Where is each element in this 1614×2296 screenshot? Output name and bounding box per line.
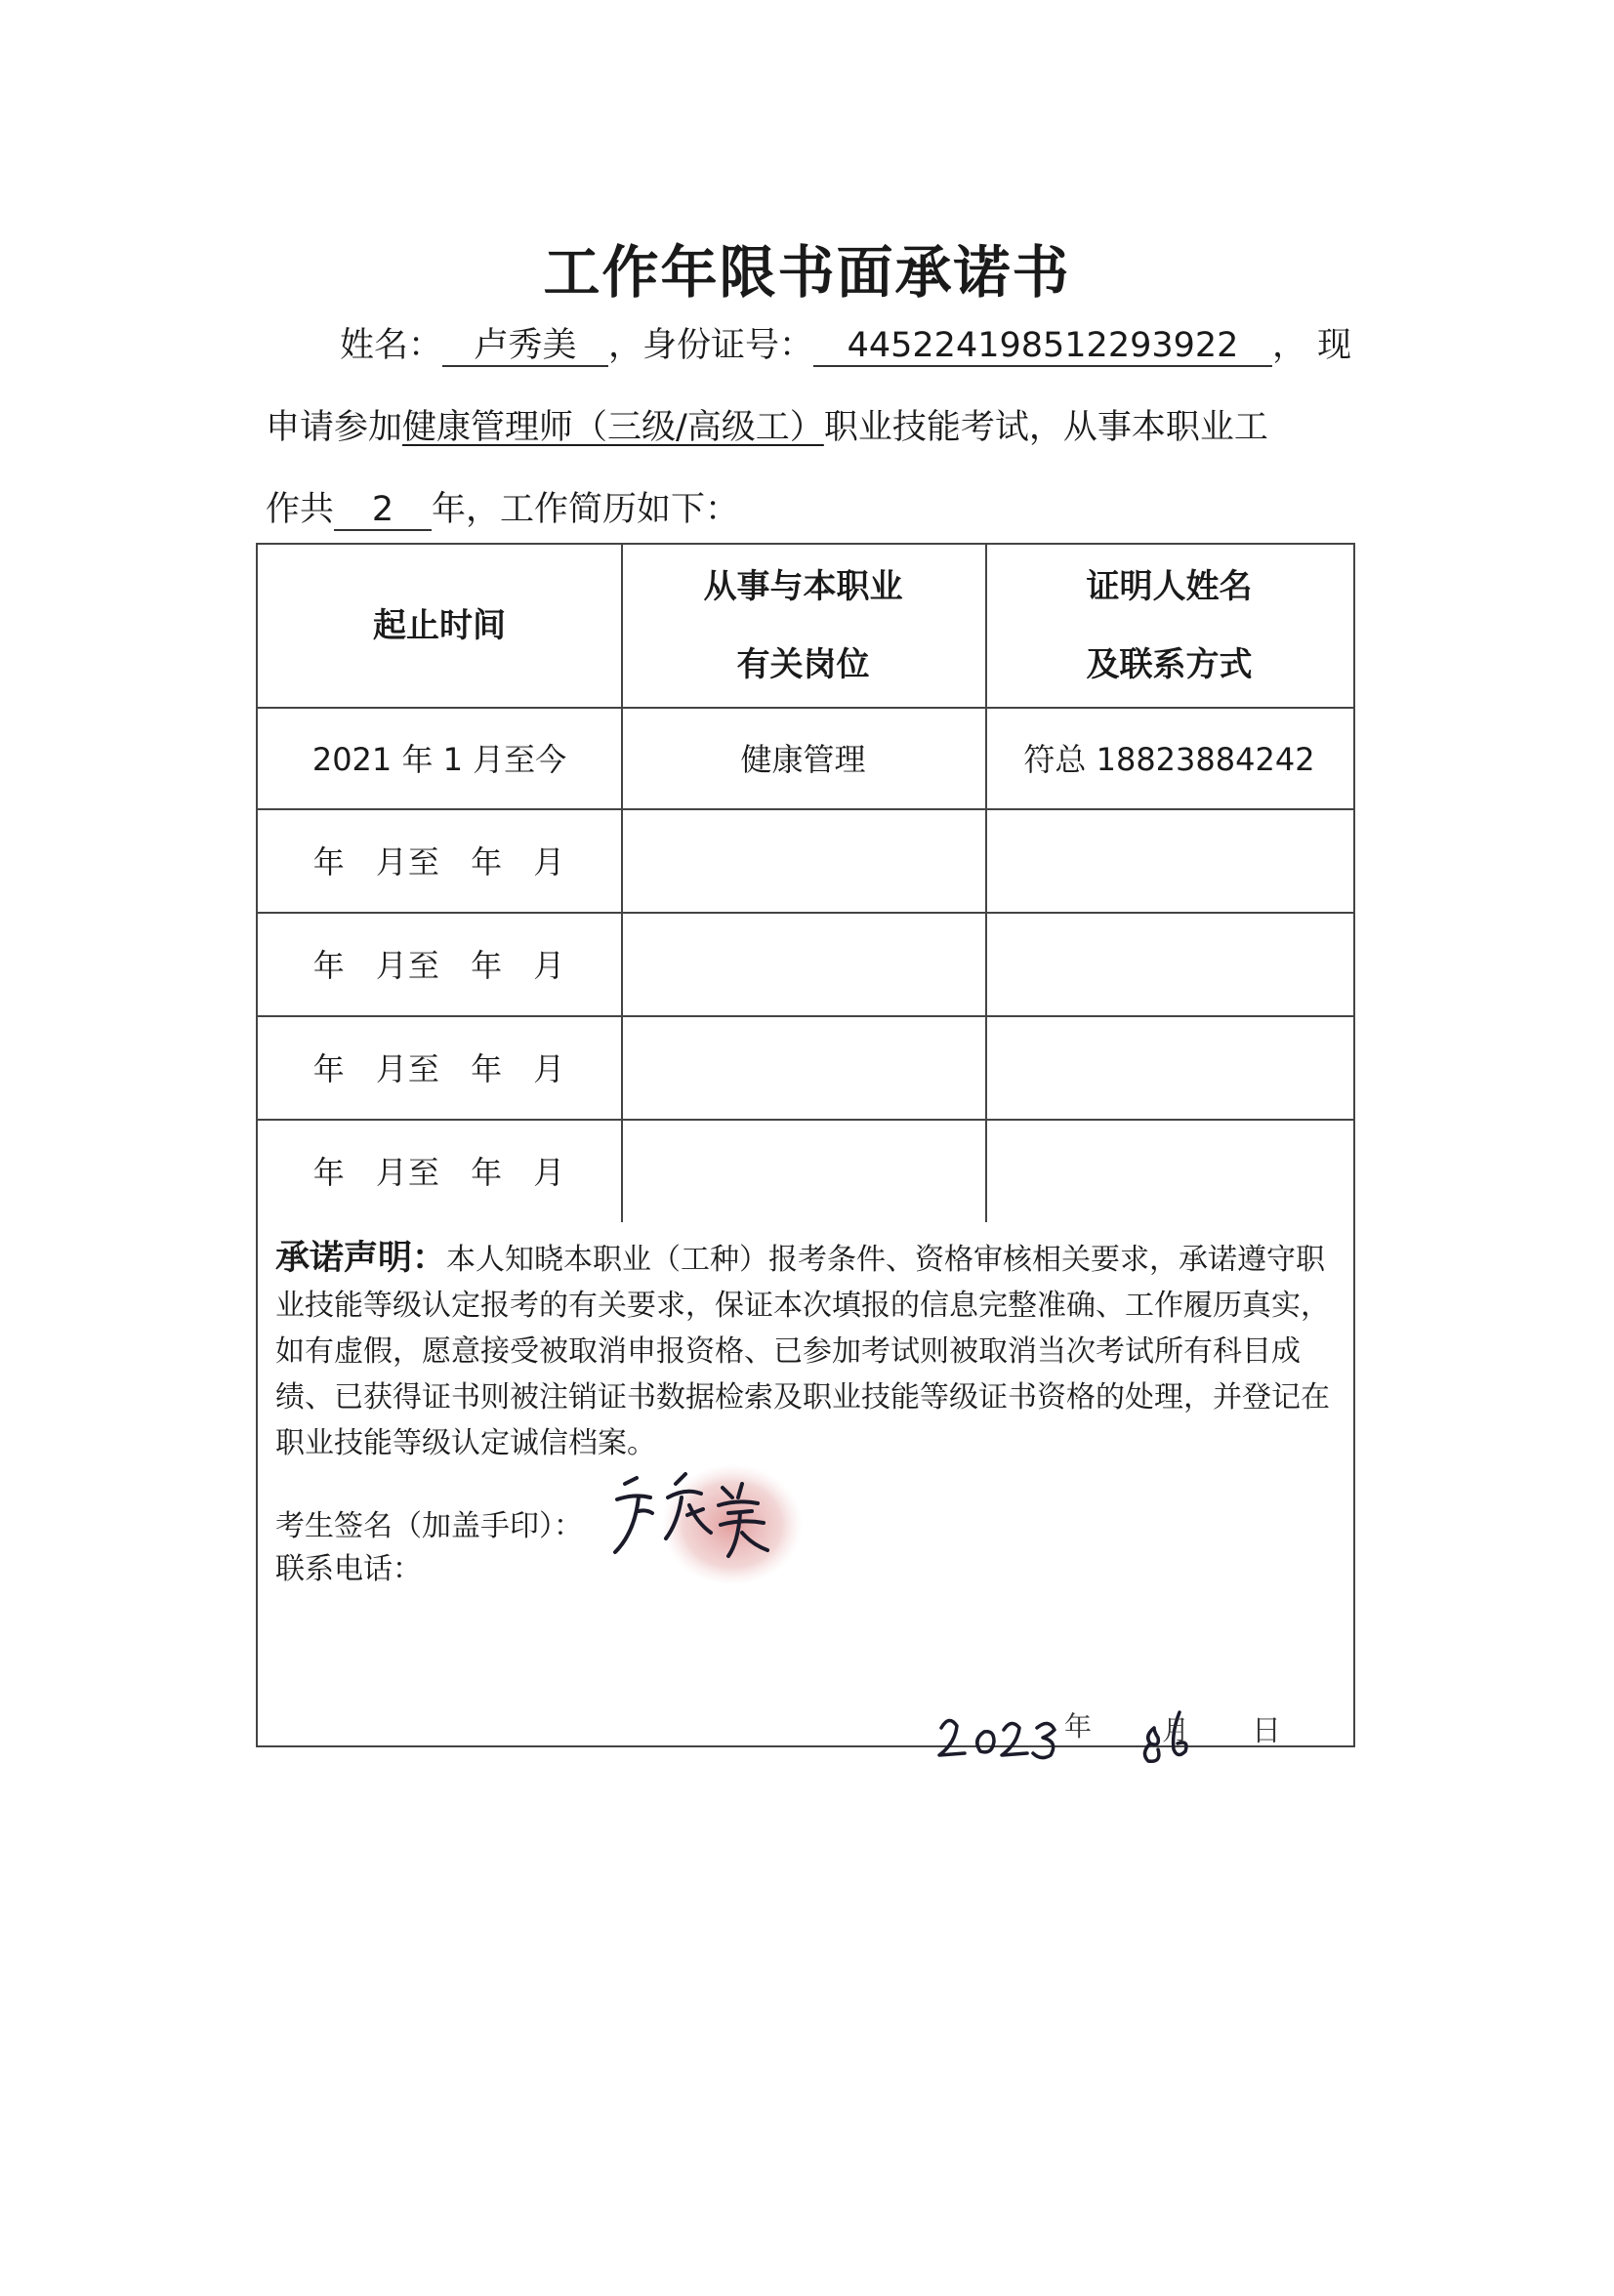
row-4-period: 年 月至 年 月 bbox=[312, 1050, 566, 1087]
header-witness-line-1: 证明人姓名 bbox=[1086, 567, 1253, 606]
work-years-label: 作共 bbox=[266, 490, 335, 529]
row-4-position bbox=[621, 1015, 985, 1119]
row-1-witness: 符总 18823884242 bbox=[1023, 741, 1315, 778]
row-5-witness bbox=[985, 1119, 1353, 1222]
occupation-name: 健康管理师（三级/高级工） bbox=[402, 408, 824, 447]
fingerprint-icon bbox=[662, 1464, 803, 1585]
name-value: 卢秀美 bbox=[442, 326, 608, 367]
row-2-witness bbox=[985, 808, 1353, 912]
row-1-period: 2021 年 1 月至今 bbox=[311, 741, 567, 778]
row-3-witness bbox=[985, 912, 1353, 1015]
row-5-period: 年 月至 年 月 bbox=[312, 1154, 566, 1191]
pledge-paragraph bbox=[275, 1236, 1340, 1466]
pledge-heading: 承诺声明： bbox=[275, 1239, 447, 1278]
handwritten-date bbox=[928, 1689, 1240, 1777]
apply-text: 申请参加 bbox=[266, 408, 403, 447]
row-3-position bbox=[621, 912, 985, 1015]
work-years-value: 2 bbox=[334, 490, 432, 531]
header-position bbox=[621, 545, 985, 707]
date-day-label: 日 bbox=[1252, 1714, 1281, 1748]
row-1-position: 健康管理 bbox=[740, 741, 866, 778]
work-history-table bbox=[256, 543, 1355, 1222]
row-2-period: 年 月至 年 月 bbox=[312, 843, 566, 881]
intro-line-2-end: 职业技能考试，从事本职业工 bbox=[823, 408, 1268, 447]
svg-text:年: 年 bbox=[1064, 1710, 1093, 1742]
signature-label: 考生签名（加盖手印）： bbox=[275, 1509, 583, 1543]
header-period-label: 起止时间 bbox=[373, 606, 506, 645]
signature-with-fingerprint bbox=[596, 1455, 820, 1620]
intro-line-1-end: ， 现 bbox=[1272, 326, 1352, 365]
header-period bbox=[258, 545, 621, 707]
intro-line-3 bbox=[266, 482, 739, 531]
name-label: 姓名： bbox=[340, 326, 443, 365]
intro-line-3-end: 年，工作简历如下： bbox=[432, 490, 740, 529]
row-3-period: 年 月至 年 月 bbox=[312, 947, 566, 984]
id-number-value: 445224198512293922 bbox=[813, 326, 1272, 367]
id-label: ，身份证号： bbox=[608, 326, 814, 365]
intro-line-1 bbox=[340, 318, 1351, 367]
intro-line-2 bbox=[266, 400, 1268, 449]
pledge-body: 本人知晓本职业（工种）报考条件、资格审核相关要求，承诺遵守职业技能等级认定报考的有关要求，保证本次填报的信息完整准确、工作履历真实，如有虚假，愿意接受被取消申报资格、已参加考试则被取消当次考试所有科目成绩、已获得证书则被注销证书数据检索及职业技能等级证书资格的处理，并登记在职业技能等级认定诚信档案。 bbox=[275, 1243, 1330, 1460]
svg-text:月: 月 bbox=[1162, 1714, 1190, 1746]
header-witness bbox=[985, 545, 1353, 707]
row-4-witness bbox=[985, 1015, 1353, 1119]
row-2-position bbox=[621, 808, 985, 912]
row-5-position bbox=[621, 1119, 985, 1222]
phone-label: 联系电话： bbox=[275, 1552, 422, 1586]
document-title: 工作年限书面承诺书 bbox=[543, 239, 1071, 306]
header-position-line-1: 从事与本职业 bbox=[703, 567, 903, 606]
header-witness-line-2: 及联系方式 bbox=[1086, 645, 1253, 684]
header-position-line-2: 有关岗位 bbox=[736, 645, 870, 684]
